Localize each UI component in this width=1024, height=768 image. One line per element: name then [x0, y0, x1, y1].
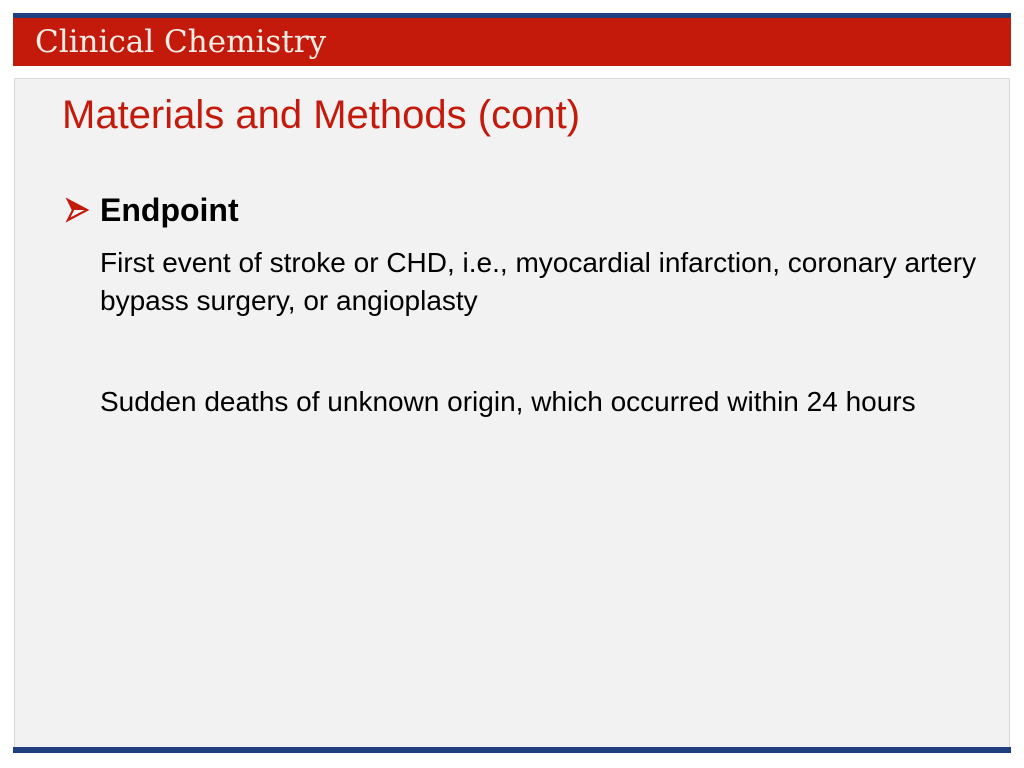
- bottom-rule: [13, 747, 1011, 753]
- journal-title: Clinical Chemistry: [35, 24, 327, 60]
- slide-title: Materials and Methods (cont): [62, 93, 581, 137]
- arrow-bullet-icon: [64, 197, 90, 223]
- sudden-deaths-description: Sudden deaths of unknown origin, which occurred within 24 hours: [100, 386, 916, 417]
- bullet-item-endpoint: [64, 190, 239, 230]
- journal-banner: [13, 18, 1011, 66]
- endpoint-description: First event of stroke or CHD, i.e., myocardial infarction, coronary artery bypass surgery, or angioplasty: [100, 247, 977, 316]
- bullet-heading: Endpoint: [100, 192, 239, 228]
